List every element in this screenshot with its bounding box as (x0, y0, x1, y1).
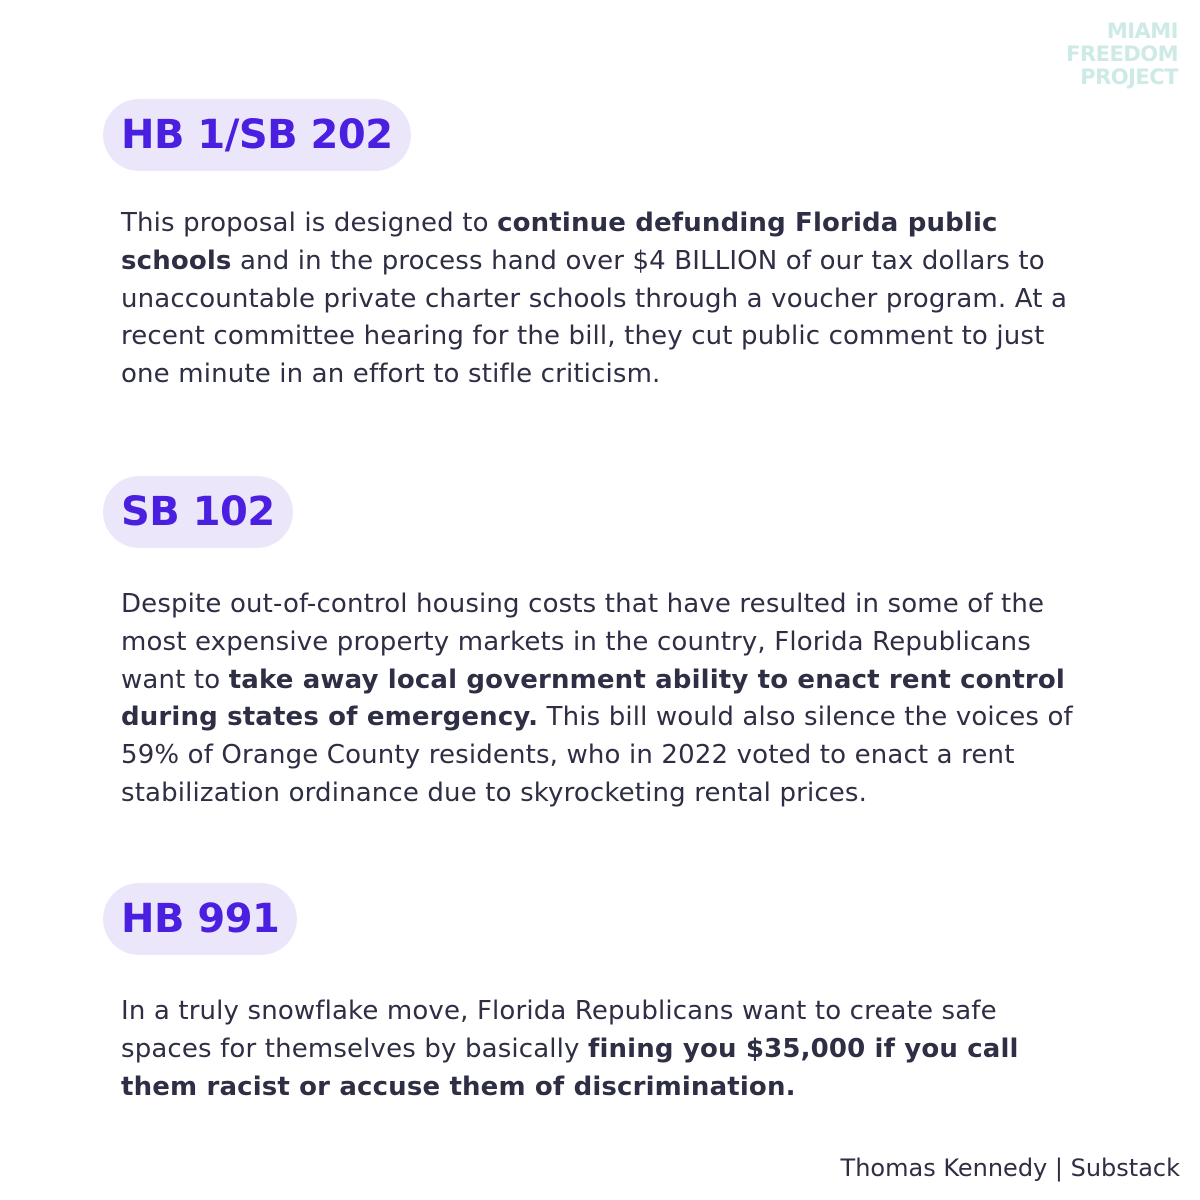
description-emphasis: take away local government ability to enact rent control during states of emergency. (121, 664, 1065, 733)
description-emphasis: fining you $35,000 if you call them racist or accuse them of discrimination. (121, 1033, 1019, 1102)
footer-credit: Thomas Kennedy | Substack (840, 1154, 1180, 1182)
description-text: This bill would also silence the voices of 59% of Orange County residents, who in 2022 voted to enact a rent stabilization ordinance due to skyrocketing rental prices. (121, 702, 1073, 808)
miami-freedom-project-logo (1066, 20, 1178, 89)
logo-line-3: PROJECT (1080, 65, 1178, 89)
bill-description (103, 586, 1081, 813)
description-text: Despite out-of-control housing costs that have resulted in some of the most expensive property markets in the country, Florida Republicans want to (121, 589, 1045, 695)
logo-line-2: FREEDOM (1066, 42, 1178, 66)
bill-title-badge: SB 102 (103, 476, 293, 548)
description-text: and in the process hand over $4 BILLION of our tax dollars to unaccountable private charter schools through a voucher program. At a recent committee hearing for the bill, they cut public comment to just one minute in an effort to stifle criticism. (121, 245, 1068, 390)
description-emphasis: continue defunding Florida public schools (121, 208, 998, 276)
bill-title-badge: HB 991 (103, 883, 297, 955)
bill-description (103, 205, 1081, 394)
bill-title-badge: HB 1/SB 202 (103, 99, 411, 171)
bill-section-sb102 (103, 476, 1103, 813)
description-text: This proposal is designed to (121, 208, 498, 238)
description-text: In a truly snowflake move, Florida Republicans want to create safe spaces for themselves by basically (121, 996, 997, 1064)
bill-section-hb1-sb202 (103, 99, 1103, 394)
logo-line-1: MIAMI (1106, 19, 1178, 43)
bill-section-hb991 (103, 883, 1103, 1106)
bill-description (103, 993, 1081, 1106)
